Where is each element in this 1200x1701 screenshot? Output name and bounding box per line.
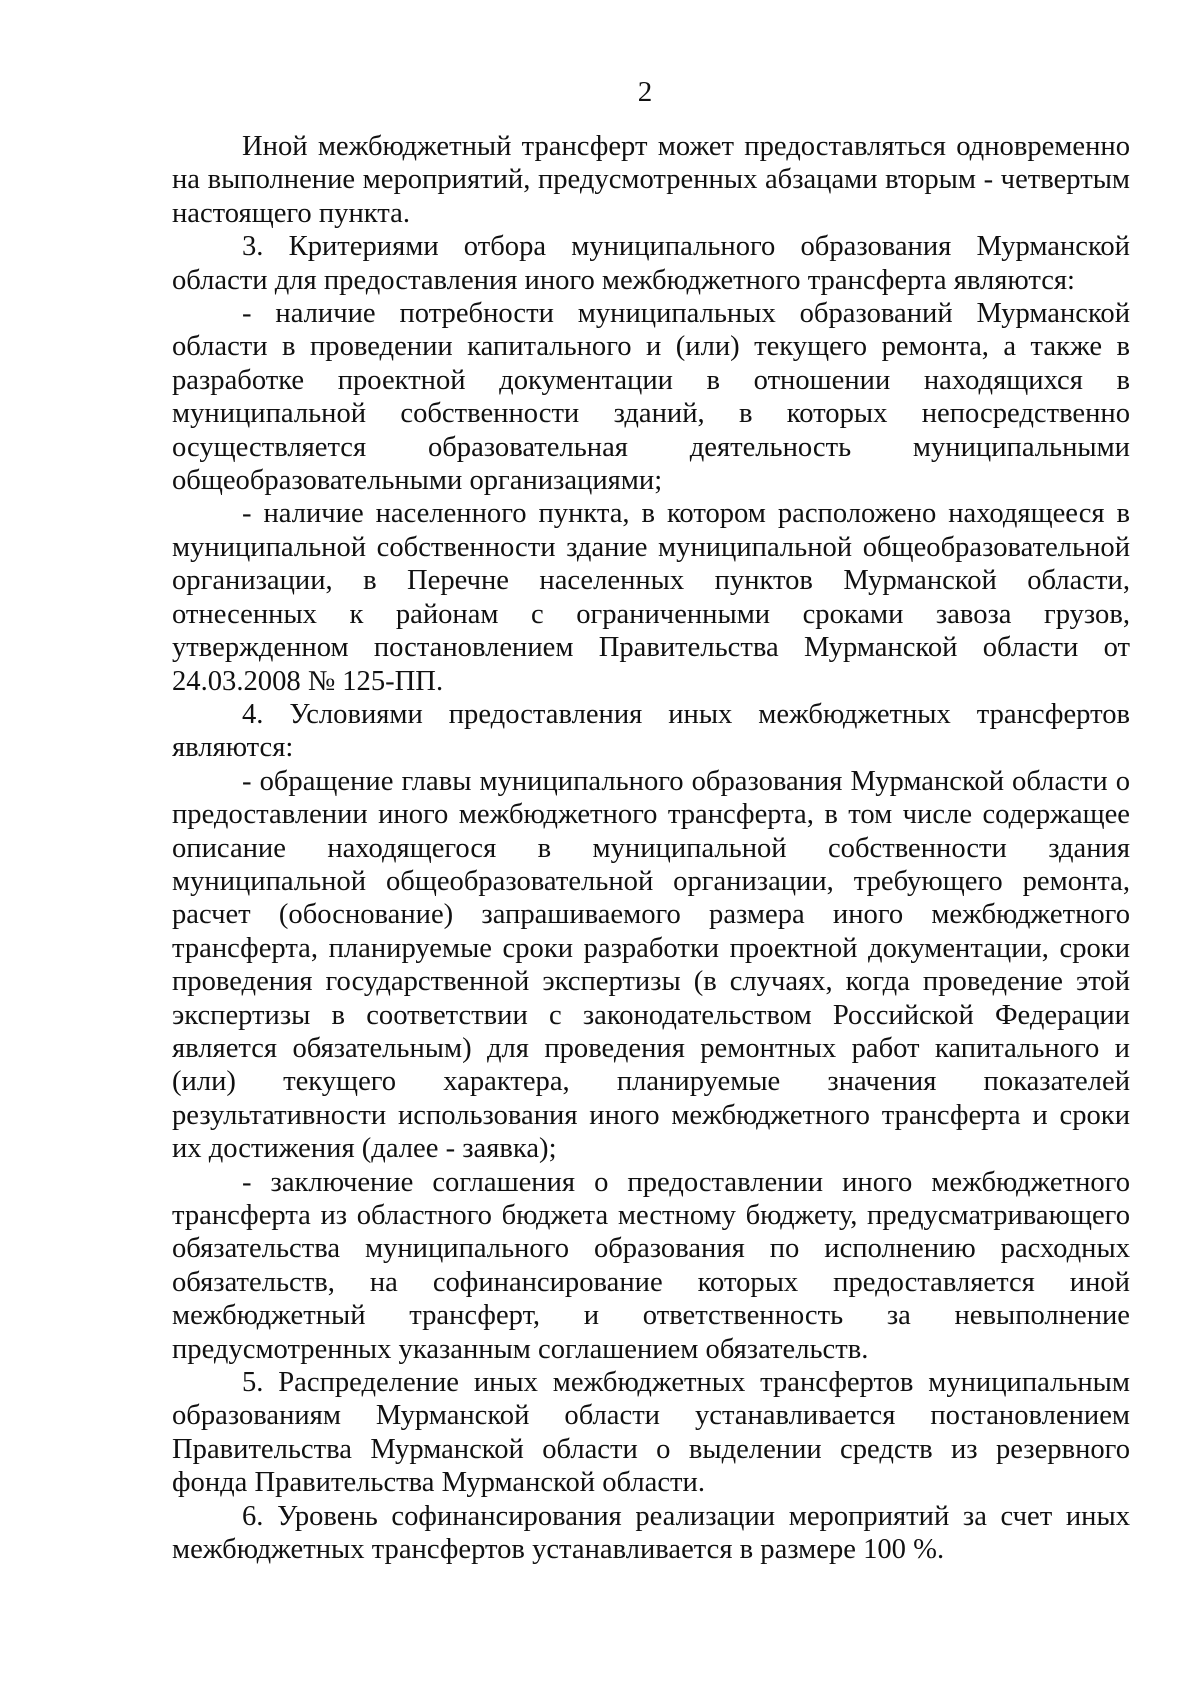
paragraph-condition-agreement: - заключение соглашения о предоставлении иного межбюджетного трансферта из областного бюджета местному бюджету, предусматривающего обязательства муниципального образования по исполнению расходных обязательств, на софинансирование которых предоставляется иной межбюджетный трансферт, и ответственность за невыполнение предусмотренных указанным соглашением обязательств. xyxy=(172,1166,1130,1365)
paragraph-condition-application: - обращение главы муниципального образования Мурманской области о предоставлении иного межбюджетного трансферта, в том числе содержащее описание находящегося в муниципальной собственности здания муниципальной общеобразовательной организации, требующего ремонта, расчет (обоснование) запрашиваемого размера иного межбюджетного трансферта, планируемые сроки разработки проектной документации, сроки проведения государственной экспертизы (в случаях, когда проведение этой экспертизы в соответствии с законодательством Российской Федерации является обязательным) для проведения ремонтных работ капитального и (или) текущего характера, планируемые значения показателей результативности использования иного межбюджетного трансферта и сроки их достижения (далее - заявка); xyxy=(172,765,1130,1165)
document-body xyxy=(172,130,1130,1566)
paragraph-transfer-simultaneous: Иной межбюджетный трансферт может предоставляться одновременно на выполнение мероприятий, предусмотренных абзацами вторым - четвертым настоящего пункта. xyxy=(172,131,1130,229)
paragraph-conditions: 4. Условиями предоставления иных межбюджетных трансфертов являются: xyxy=(172,698,1130,764)
paragraph-selection-criteria: 3. Критериями отбора муниципального образования Мурманской области для предоставления иного межбюджетного трансферта являются: xyxy=(172,231,1130,296)
paragraph-criterion-repair-need: - наличие потребности муниципальных образований Мурманской области в проведении капитального и (или) текущего ремонта, а также в разработке проектной документации в отношении находящихся в муниципальной собственности зданий, в которых непосредственно осуществляется образовательная деятельность муниципальными общеобразовательными организациями; xyxy=(172,298,1130,497)
paragraph-cofinancing-level: 6. Уровень софинансирования реализации мероприятий за счет иных межбюджетных трансфертов устанавливается в размере 100 %. xyxy=(172,1500,1130,1566)
page-number: 2 xyxy=(637,76,653,108)
paragraph-distribution: 5. Распределение иных межбюджетных трансфертов муниципальным образованиям Мурманской области устанавливается постановлением Правительства Мурманской области о выделении средств из резервного фонда Правительства Мурманской области. xyxy=(172,1367,1130,1499)
paragraph-criterion-settlement: - наличие населенного пункта, в котором расположено находящееся в муниципальной собственности здание муниципальной общеобразовательной организации, в Перечне населенных пунктов Мурманской области, отнесенных к районам с ограниченными сроками завоза грузов, утвержденном постановлением Правительства Мурманской области от 24.03.2008 № 125-ПП. xyxy=(172,498,1130,697)
